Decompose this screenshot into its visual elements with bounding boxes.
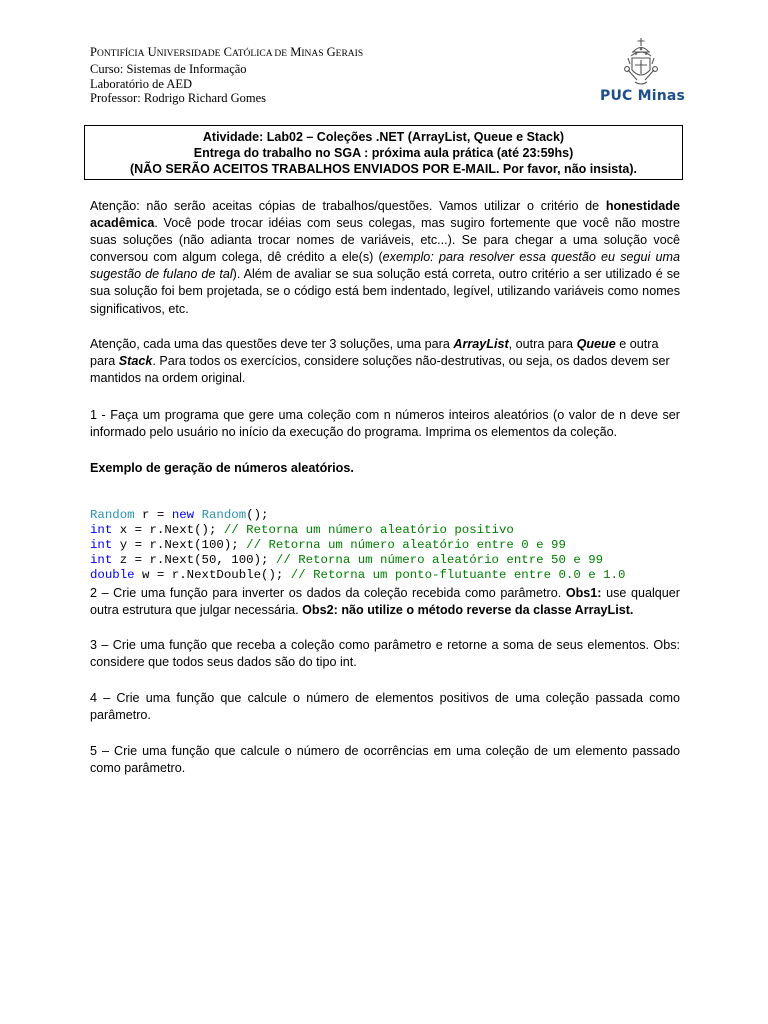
institution-name [90,45,363,62]
q2-text: use qualquer outra estrutura que julgar necessária. [90,586,681,618]
code-text: y = r.Next(100); [112,538,247,553]
code-keyword: int [90,553,113,568]
code-text: z = r.Next(50, 100); [112,553,276,568]
word-rest: INAS [301,49,324,59]
activity-title: Atividade: Lab02 – Coleções .NET (ArrayList, Queue e Stack) [202,130,565,144]
question-1: 1 - Faça um programa que gere uma coleção com n números inteiros aleatórios (o valor de n deve ser informado pelo usuário no início da execução do programa. Imprima os elementos da coleção. [90,408,680,440]
word-cap: U [147,45,157,59]
code-line [90,523,625,538]
q2-text: 2 – Crie uma função para inverter os dados da coleção recebida como parâmetro. [90,586,566,600]
question-3: 3 – Crie uma função que receba a coleção como parâmetro e retorne a soma de seus elementos. Obs: considere que todos seus dados são do tipo int. [90,638,680,670]
course-line: Curso: Sistemas de Informação [90,61,247,76]
solutions-text: e outra para [90,337,659,369]
code-text [194,508,201,522]
question-4: 4 – Crie uma função que calcule o número de elementos positivos de uma coleção passada como parâmetro. [90,691,680,723]
institution-word [327,45,363,59]
attention-text: Atenção: não serão aceitas cópias de trabalhos/questões. Vamos utilizar o critério de [90,199,606,213]
code-type: Random [201,508,247,523]
code-comment: // Retorna um número aleatório entre 0 e 99 [246,538,566,553]
lab-line: Laboratório de AED [90,76,193,91]
code-line [90,538,625,553]
code-line [90,508,625,523]
word-cap: G [326,45,336,59]
puc-minas-logo [600,36,686,108]
word-rest: ERAIS [335,49,364,59]
code-text: (); [246,508,269,523]
q2-obs2: Obs2: não utilize o método reverse da classe ArrayList. [302,603,634,618]
code-keyword: new [171,508,195,523]
code-line [90,553,625,568]
attention-bold: honestidade acadêmica [90,199,680,231]
word-cap: C [223,45,232,59]
professor-line: Professor: Rodrigo Richard Gomes [90,91,267,106]
example-title: Exemplo de geração de números aleatórios. [90,461,354,475]
code-text: r = [134,508,172,523]
institution-word [148,45,221,59]
attention-paragraph [90,198,680,318]
question-2 [90,585,680,619]
solutions-text: Atenção, cada uma das questões deve ter 3 soluções, uma para [90,337,454,351]
word-cap: M [290,45,302,59]
word-rest: ONTIFÍCIA [96,49,145,59]
coat-of-arms-icon [621,36,661,88]
code-comment: // Retorna um ponto-flutuante entre 0.0 e 1.0 [290,568,626,583]
code-keyword: int [90,523,113,538]
code-keyword: int [90,538,113,553]
solutions-text: , outra para [508,337,577,351]
code-comment: // Retorna um número aleatório entre 50 e 99 [275,553,604,568]
code-line [90,568,625,583]
institution-word [290,45,323,59]
activity-email-notice: (NÃO SERÃO ACEITOS TRABALHOS ENVIADOS POR E-MAIL. Por favor, não insista). [129,162,637,176]
code-comment: // Retorna um número aleatório positivo [223,523,514,538]
word-rest: NIVERSIDADE [156,49,221,59]
header-block [90,45,363,106]
word-cap: P [90,45,97,59]
word-rest: ATÓLICA DE [231,49,288,59]
queue-term: Queue [576,337,616,351]
solutions-paragraph [90,336,670,387]
solutions-text: . Para todos os exercícios, considere soluções não-destrutivas, ou seja, os dados devem ser mantidos na ordem original. [90,354,670,386]
code-text: w = r.NextDouble(); [134,568,291,583]
attention-text: ). Além de avaliar se sua solução está correta, outro critério a ser utilizado é se sua solução foi bem projetada, se o código está bem indentado, legível, utilizando variáveis como nomes significativos, etc. [90,267,680,316]
code-type: Random [90,508,135,523]
activity-box [84,125,683,180]
question-5: 5 – Crie uma função que calcule o número de ocorrências em uma coleção de um elemento passado como parâmetro. [90,744,680,776]
stack-term: Stack [118,354,153,369]
institution-word [224,45,288,59]
logo-text: PUC Minas [600,88,686,104]
code-keyword: double [90,568,135,583]
attention-text: . Você pode trocar idéias com seus colegas, mas sugiro fortemente que você não mostre suas soluções (não adianta trocar nomes de variáveis, etc...). Se para chegar a uma solução você conversou com algum colega, dê crédito a ele(s) ( [90,216,680,265]
attention-example: exemplo: para resolver essa questão eu segui uma sugestão de fulano de tal [90,250,680,282]
arraylist-term: ArrayList [453,337,509,351]
activity-deadline: Entrega do trabalho no SGA : próxima aula prática (até 23:59hs) [193,146,574,160]
institution-word [90,45,144,59]
q2-obs1: Obs1: [565,586,602,600]
code-text: x = r.Next(); [112,523,224,538]
